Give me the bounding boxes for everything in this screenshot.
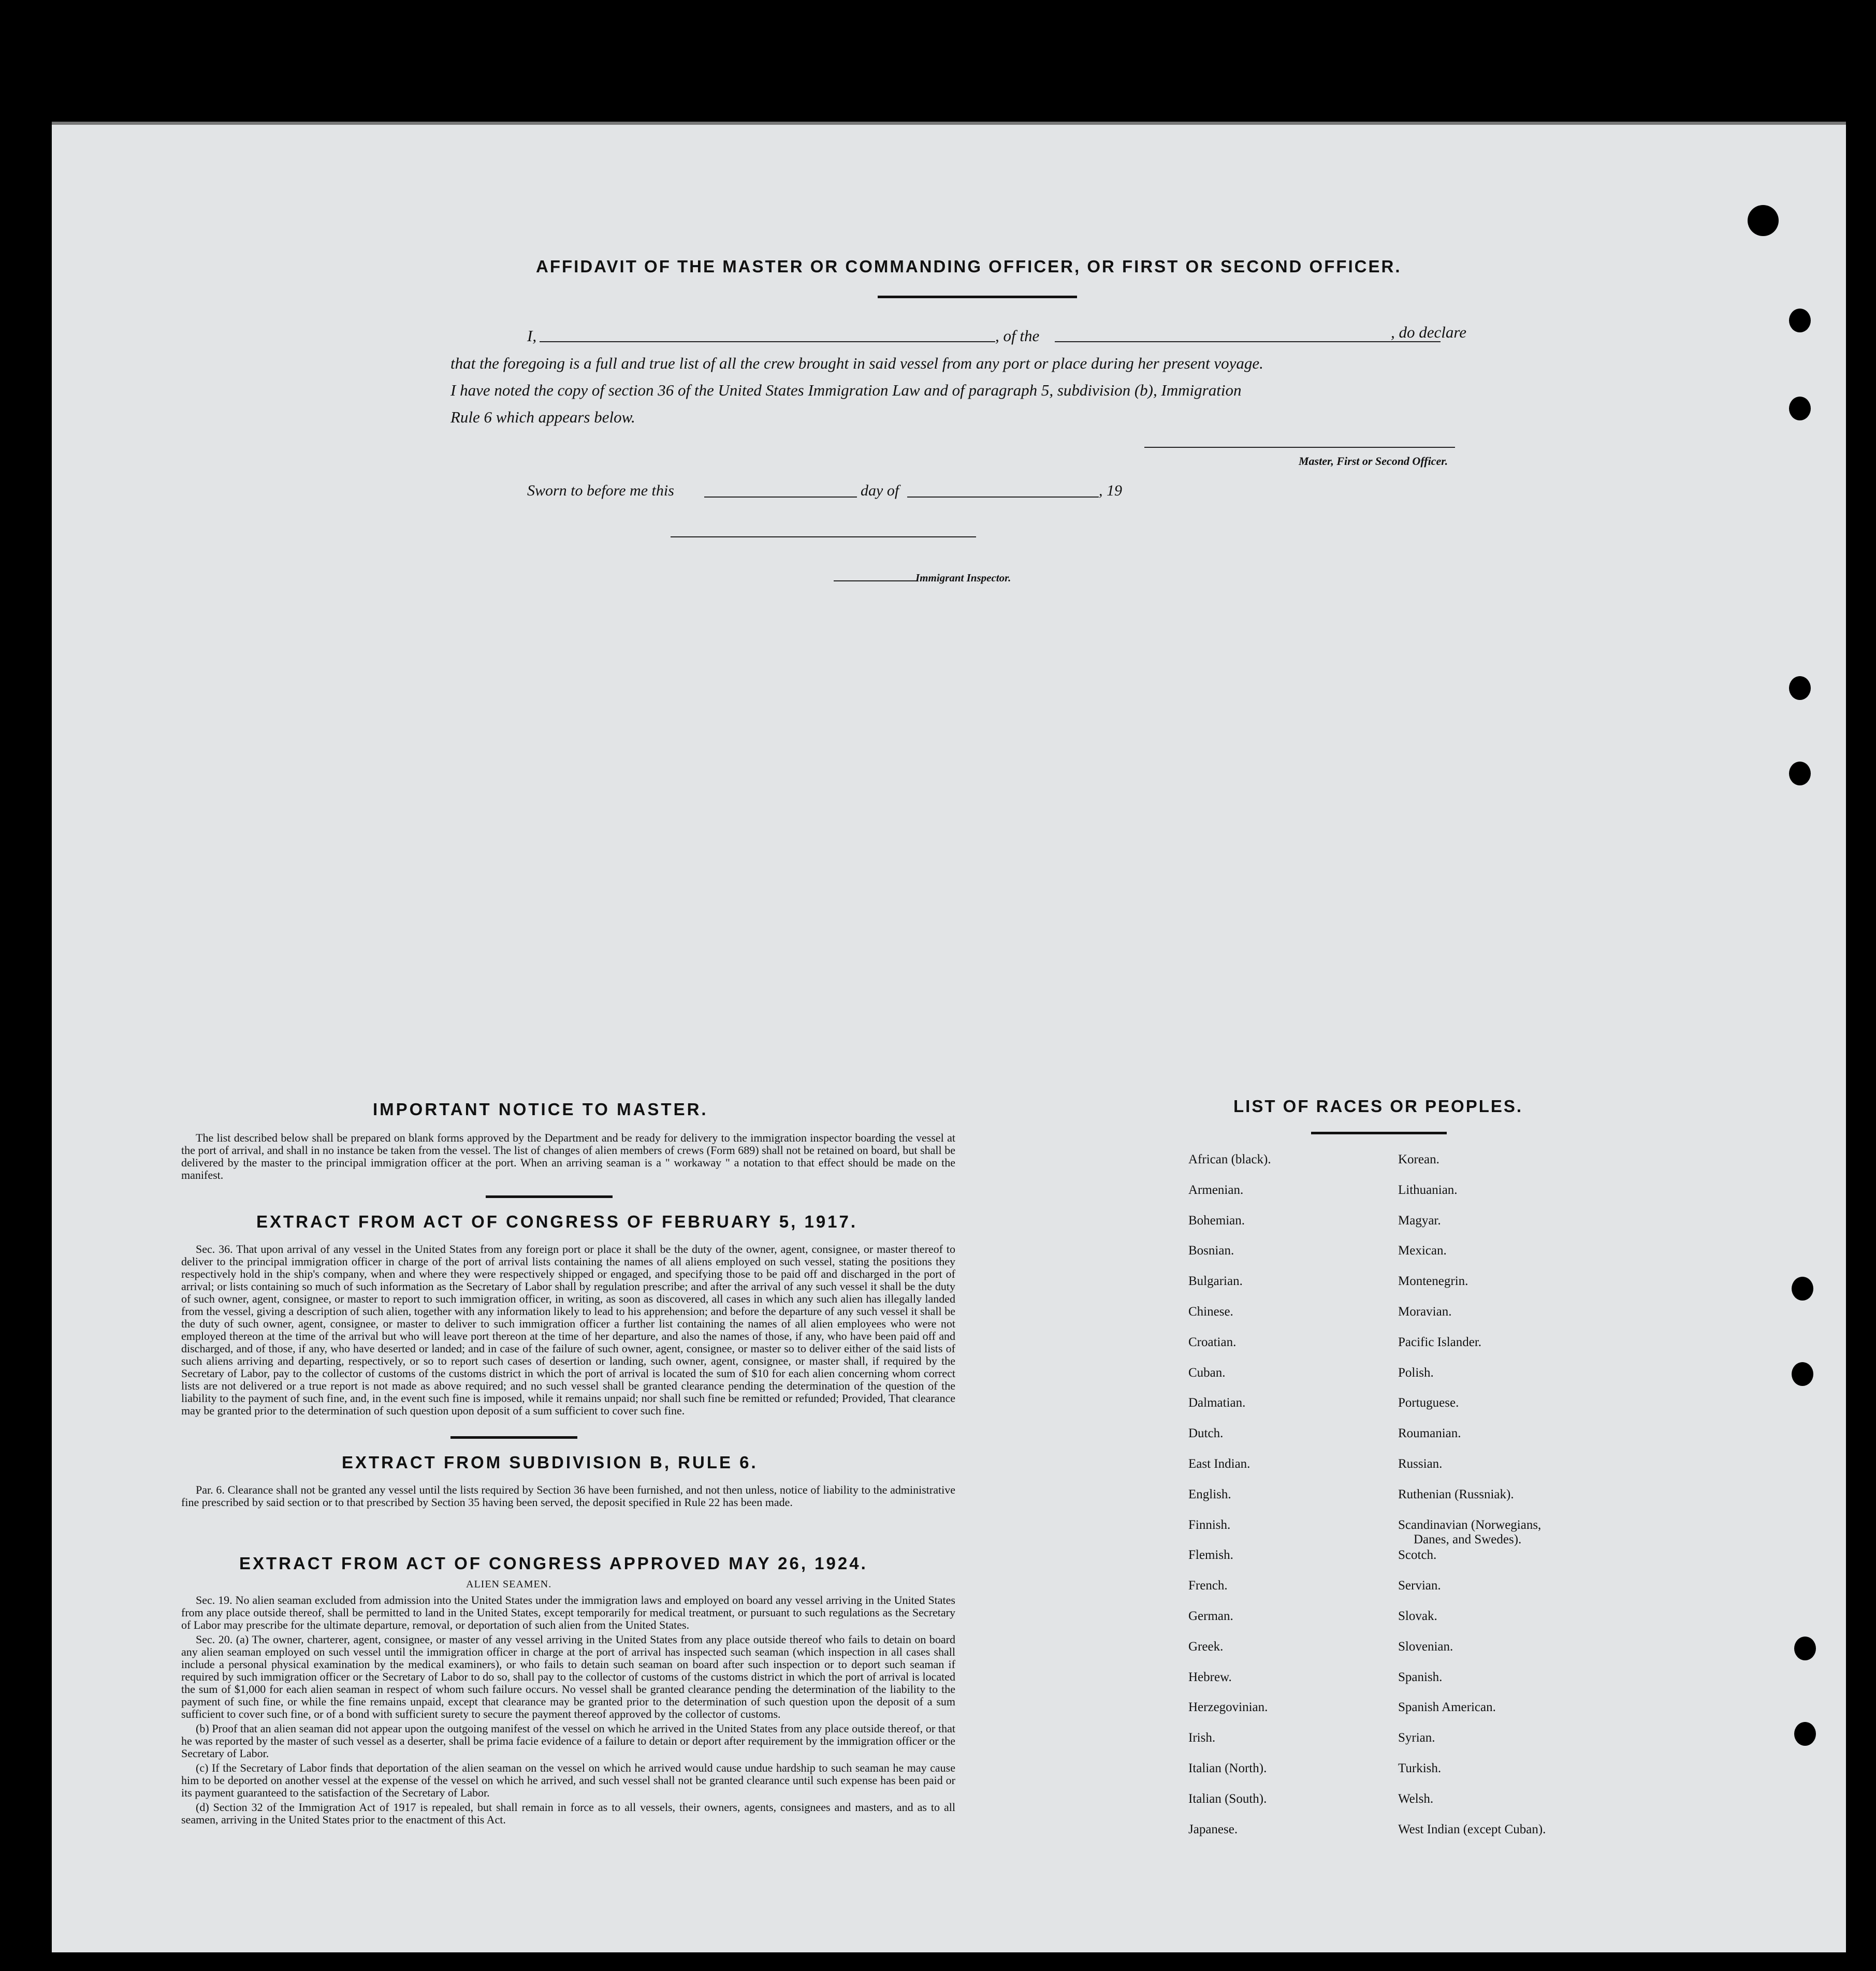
notice-title: IMPORTANT NOTICE TO MASTER. — [373, 1100, 708, 1119]
race-item: Turkish. — [1398, 1761, 1442, 1775]
signature-line — [1144, 447, 1455, 448]
sworn-day-line — [704, 497, 857, 498]
section-19-paragraph: Sec. 19. No alien seaman excluded from admission into the United States under the immigration laws and employed on board any vessel arriving in the United States from any place outside thereof, shall be permitted to land in the United States, except temporarily for medical treatment, or pursuant to such regulations as the Secretary of Labor may prescribe for the ultimate departure, removal, or deportation of such alien from the United States. — [181, 1594, 955, 1631]
section-36-paragraph: Sec. 36. That upon arrival of any vessel in the United States from any foreign port or place it shall be the duty of the owner, agent, consignee, or master thereof to deliver to the principal immigration officer in charge of the port of arrival lists containing the names of all aliens employed on such vessel, stating the positions they respectively hold in the ship's company, when and where they were respectively shipped or engaged, and specifying those to be paid off and discharged in the port of arrival; or lists containing so much of such information as the Secretary of Labor shall by regulation prescribe; and after the arrival of any such vessel it shall be the duty of such owner, agent, consignee, or master to report to such immigration officer, in writing, as soon as discovered, all cases in which any such alien has illegally landed from the vessel, giving a description of such alien, together with any information likely to lead to his apprehension; and before the departure of any such vessel it shall be the duty of such owner, agent, consignee, or master to deliver to such immigration officer a further list containing the names of all alien employees who were not employed thereon at the time of the arrival but who will leave port thereon at the time of her departure, and also the names of those, if any, who have been paid off and discharged, and of those, if any, who have deserted or landed; and in case of the failure of such owner, agent, consignee, or master so to deliver either of the said lists of such aliens arriving and departing, respectively, or so to report such cases of desertion or landing, such owner, agent, consignee, or master shall, if required by the Secretary of Labor, pay to the collector of customs of the customs district in which the port of arrival is located the sum of $10 for each alien concerning whom correct lists are not delivered or a true report is not made as above required; and no such vessel shall be granted clearance pending the determination of the question of the liability to the payment of such fine, and, in the event such fine is imposed, while it remains unpaid; nor shall such fine be remitted or refunded; Provided, That clearance may be granted prior to the determination of such question upon deposit of a sum sufficient to cover such fine. — [181, 1243, 955, 1417]
race-item: Bohemian. — [1188, 1213, 1245, 1228]
race-item: Roumanian. — [1398, 1426, 1461, 1441]
affidavit-line1-declare: , do declare — [1391, 323, 1467, 341]
section-20d-paragraph: (d) Section 32 of the Immigration Act of 1917 is repealed, but shall remain in force as to all vessels, their owners, agents, consignees and masters, and as to all seamen, arriving in the United States prior to the enactment of this Act. — [181, 1801, 955, 1826]
binder-hole — [1794, 1637, 1816, 1660]
vessel-blank-line — [1055, 341, 1441, 342]
race-item: Scotch. — [1398, 1548, 1437, 1563]
race-item: Armenian. — [1188, 1182, 1244, 1197]
inspector-label: Immigrant Inspector. — [915, 572, 1011, 584]
race-item: Slovak. — [1398, 1609, 1437, 1623]
race-item: Welsh. — [1398, 1791, 1434, 1806]
affidavit-line1-i: I, — [527, 327, 537, 345]
extract-1924-body — [181, 1594, 955, 1828]
sworn-text: Sworn to before me this — [527, 482, 674, 499]
races-title: LIST OF RACES OR PEOPLES. — [1233, 1097, 1523, 1116]
paragraph-6: Par. 6. Clearance shall not be granted any vessel until the lists required by Section 36 have been furnished, and not then unless, notice of liability to the administrative fine prescribed by said section or to that prescribed by Section 35 having been served, the deposit specified in Rule 22 has been made. — [181, 1483, 955, 1509]
race-item: Japanese. — [1188, 1822, 1238, 1836]
race-item: East Indian. — [1188, 1457, 1250, 1471]
race-item: Herzegovinian. — [1188, 1700, 1268, 1715]
binder-hole — [1748, 205, 1779, 236]
race-item: Irish. — [1188, 1731, 1216, 1745]
race-item: Russian. — [1398, 1457, 1443, 1471]
race-item: Ruthenian (Russniak). — [1398, 1487, 1514, 1501]
affidavit-line1-of: , of the — [995, 327, 1040, 345]
divider — [1311, 1132, 1447, 1134]
race-item: Greek. — [1188, 1639, 1224, 1654]
race-item: French. — [1188, 1579, 1228, 1593]
section-20b-paragraph: (b) Proof that an alien seaman did not appear upon the outgoing manifest of the vessel on which he arrived in the United States from any place outside thereof, or that he was reported by the master of such vessel as a deserter, shall be prima facie evidence of a failure to detain or deport after requirement by the immigration officer or the Secretary of Labor. — [181, 1722, 955, 1760]
race-item: Hebrew. — [1188, 1670, 1232, 1684]
race-item: Bulgarian. — [1188, 1274, 1243, 1289]
binder-hole — [1792, 1277, 1813, 1301]
race-item: Italian (North). — [1188, 1761, 1267, 1775]
race-item: Spanish. — [1398, 1670, 1443, 1684]
sworn-year: , 19 — [1099, 482, 1122, 499]
binder-hole — [1789, 676, 1811, 700]
notice-paragraph: The list described below shall be prepared on blank forms approved by the Department and be ready for delivery to the immigration inspector boarding the vessel at the port of arrival, and shall in no instance be taken from the vessel. The list of changes of alien members of crews (Form 689) shall not be retained on board, but shall be delivered by the master to the principal immigration officer at the port. When an arriving seaman is a " workaway " a notation to that effect should be made on the manifest. — [181, 1131, 955, 1181]
race-item: Magyar. — [1398, 1213, 1441, 1228]
name-blank-line — [540, 341, 995, 342]
race-item: Croatian. — [1188, 1335, 1237, 1349]
sworn-month-line — [907, 497, 1099, 498]
race-item: Scandinavian (Norwegians, — [1398, 1517, 1541, 1532]
divider — [450, 1436, 577, 1439]
race-item: Spanish American. — [1398, 1700, 1496, 1715]
alien-seamen-subtitle: ALIEN SEAMEN. — [466, 1579, 552, 1590]
extract-1924-title: EXTRACT FROM ACT OF CONGRESS APPROVED MAY 26, 1924. — [239, 1554, 868, 1573]
race-item: Slovenian. — [1398, 1639, 1453, 1654]
race-item: Finnish. — [1188, 1517, 1231, 1532]
binder-hole — [1789, 309, 1811, 332]
sworn-day-of: day of — [861, 482, 899, 499]
race-item: Dalmatian. — [1188, 1396, 1246, 1410]
race-item: Montenegrin. — [1398, 1274, 1468, 1289]
race-item: Lithuanian. — [1398, 1182, 1458, 1197]
extract-rule6-title: EXTRACT FROM SUBDIVISION B, RULE 6. — [342, 1453, 758, 1472]
race-item: African (black). — [1188, 1152, 1271, 1166]
extract-rule6-body — [181, 1484, 955, 1511]
notice-body — [181, 1132, 955, 1184]
race-item: Flemish. — [1188, 1548, 1233, 1563]
divider — [486, 1195, 613, 1198]
race-item: Pacific Islander. — [1398, 1335, 1482, 1349]
document-page — [52, 122, 1846, 1952]
race-item: Danes, and Swedes). — [1414, 1532, 1522, 1546]
race-item: Moravian. — [1398, 1305, 1452, 1319]
race-item: Portuguese. — [1398, 1396, 1459, 1410]
extract-1917-body — [181, 1243, 955, 1419]
affidavit-line3: I have noted the copy of section 36 of the United States Immigration Law and of paragraph 5, subdivision (b), Immigration — [450, 381, 1242, 399]
race-item: Italian (South). — [1188, 1791, 1267, 1806]
race-item: Korean. — [1398, 1152, 1439, 1166]
binder-hole — [1792, 1362, 1813, 1386]
race-item: West Indian (except Cuban). — [1398, 1822, 1546, 1836]
signature-label: Master, First or Second Officer. — [1299, 455, 1448, 468]
race-item: Dutch. — [1188, 1426, 1224, 1441]
binder-hole — [1794, 1722, 1816, 1746]
race-item: Polish. — [1398, 1365, 1434, 1380]
race-item: Cuban. — [1188, 1365, 1226, 1380]
divider — [878, 296, 1077, 298]
extract-1917-title: EXTRACT FROM ACT OF CONGRESS OF FEBRUARY 5, 1917. — [256, 1212, 858, 1231]
race-item: English. — [1188, 1487, 1231, 1501]
binder-hole — [1789, 762, 1811, 785]
section-20a-paragraph: Sec. 20. (a) The owner, charterer, agent, consignee, or master of any vessel arriving in the United States from any place outside thereof who fails to detain on board any alien seaman employed on such vessel until the immigration officer in charge at the port of arrival has inspected such seaman (which inspection in all cases shall include a personal physical examination by the medical examiners), or who fails to detain such seaman on board after such inspection or to deport such seaman if required by such immigration officer or the Secretary of Labor to do so, shall pay to the collector of customs of the customs district in which the port of arrival is located the sum of $1,000 for each alien seaman in respect of whom such failure occurs. No vessel shall be granted clearance pending the determination of the liability to the payment of such fine, or while the fine remains unpaid, except that clearance may be granted prior to the determination of such question upon the deposit of a sum sufficient to cover such fine, or of a bond with sufficient surety to secure the payment thereof approved by the collector of customs. — [181, 1633, 955, 1720]
section-20c-paragraph: (c) If the Secretary of Labor finds that deportation of the alien seaman on the vessel on which he arrived would cause undue hardship to such seaman he may cause him to be deported on another vessel at the expense of the vessel on which he arrived, and such vessel shall not be granted clearance until such expense has been paid or its payment guaranteed to the satisfaction of the Secretary of Labor. — [181, 1761, 955, 1799]
race-item: Servian. — [1398, 1579, 1441, 1593]
affidavit-line4: Rule 6 which appears below. — [450, 408, 635, 426]
race-item: Bosnian. — [1188, 1244, 1234, 1258]
inspector-short-line — [834, 580, 917, 581]
race-item: Syrian. — [1398, 1731, 1435, 1745]
inspector-signature-line — [671, 536, 976, 537]
race-item: Chinese. — [1188, 1305, 1233, 1319]
race-item: Mexican. — [1398, 1244, 1447, 1258]
race-item: German. — [1188, 1609, 1233, 1623]
affidavit-title: AFFIDAVIT OF THE MASTER OR COMMANDING OFFICER, OR FIRST OR SECOND OFFICER. — [536, 257, 1402, 276]
affidavit-line2: that the foregoing is a full and true list of all the crew brought in said vessel from any port or place during her present voyage. — [450, 354, 1263, 372]
binder-hole — [1789, 397, 1811, 420]
